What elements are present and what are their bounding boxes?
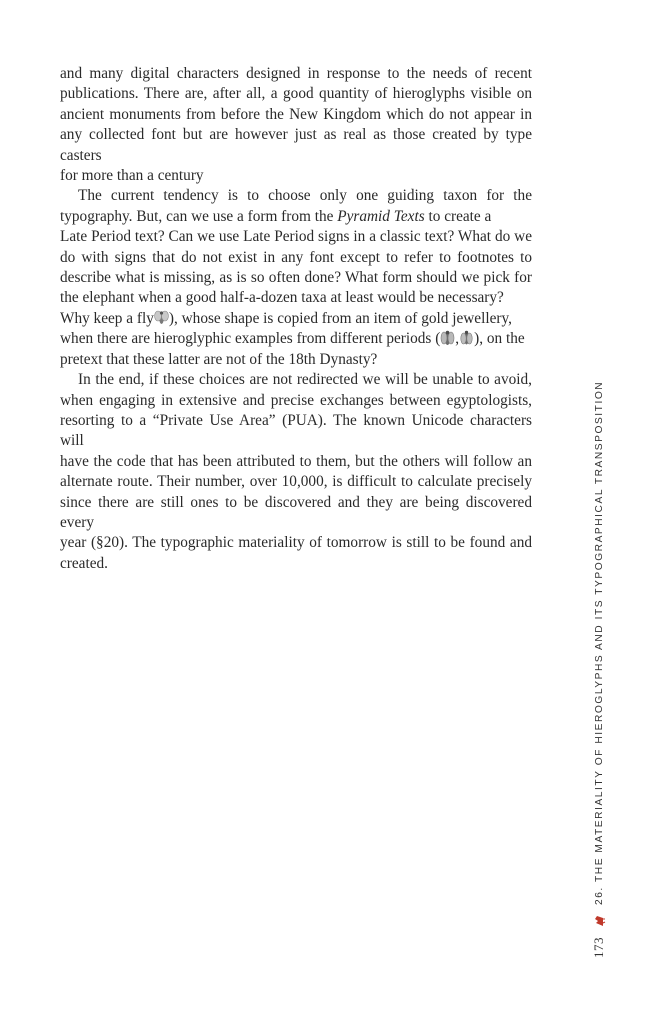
red-bird-ornament-icon [592, 914, 606, 928]
text-fragment: , [455, 330, 460, 348]
text-fragment: to create a [428, 207, 492, 225]
running-title: 26. THE MATERIALITY OF HIEROGLYPHS AND ITS TYPOGRAPHICAL TRANSPOSITION [593, 380, 605, 905]
text-line [60, 207, 532, 227]
text-fragment: typography. But, can we use a form from the [60, 207, 334, 225]
fly-variant-hieroglyph-icon [440, 329, 455, 347]
text-line [60, 329, 532, 349]
text-line: when engaging in extensive and precise exchanges between egyptologists, [60, 391, 532, 409]
text-line: The current tendency is to choose only one guiding taxon for the [78, 187, 532, 205]
italic-title: Pyramid Texts [337, 207, 425, 225]
text-line: since there are still ones to be discovered and they are being discovered every [60, 493, 532, 531]
paragraph-3 [60, 370, 532, 574]
paragraph-1 [60, 64, 532, 186]
text-line: for more than a century [60, 167, 204, 185]
paragraph-2 [60, 186, 532, 370]
text-line: have the code that has been attributed to them, but the others will follow an [60, 452, 532, 470]
text-line: ancient monuments from before the New Kingdom which do not appear in [60, 105, 532, 123]
text-line: In the end, if these choices are not redirected we will be unable to avoid, [78, 371, 532, 389]
text-line: year (§20). The typographic materiality of tomorrow is still to be found and [60, 534, 532, 552]
text-line: Late Period text? Can we use Late Period signs in a classic text? What do we [60, 228, 532, 246]
text-fragment: when there are hieroglyphic examples from different periods ( [60, 330, 441, 348]
text-line: do with signs that do not exist in any font except to refer to footnotes to [60, 248, 532, 266]
text-line: resorting to a “Private Use Area” (PUA). The known Unicode characters will [60, 411, 532, 450]
text-fragment: ), on the [474, 330, 525, 348]
text-line: and many digital characters designed in response to the needs of recent [60, 65, 532, 82]
text-line: any collected font but are however just as real as those created by type casters [60, 126, 532, 164]
fly-variant-hieroglyph-icon [459, 329, 474, 347]
text-line: created. [60, 554, 108, 572]
text-line: the elephant when a good half-a-dozen taxa at least would be necessary? [60, 289, 504, 307]
text-line: describe what is missing, as is so often done? What form should we pick for [60, 269, 532, 287]
running-header [591, 381, 607, 958]
text-line: pretext that these latter are not of the 18th Dynasty? [60, 350, 378, 368]
page-number: 173 [591, 937, 606, 958]
fly-hieroglyph-icon [154, 309, 169, 327]
text-line [60, 309, 532, 329]
text-line: alternate route. Their number, over 10,000, is difficult to calculate precisely [60, 473, 532, 491]
text-fragment: ), whose shape is copied from an item of gold jewellery, [168, 309, 512, 327]
text-line: publications. There are, after all, a good quantity of hieroglyphs visible on [60, 85, 532, 103]
text-fragment: Why keep a fly [60, 309, 154, 327]
body-text [60, 64, 532, 574]
